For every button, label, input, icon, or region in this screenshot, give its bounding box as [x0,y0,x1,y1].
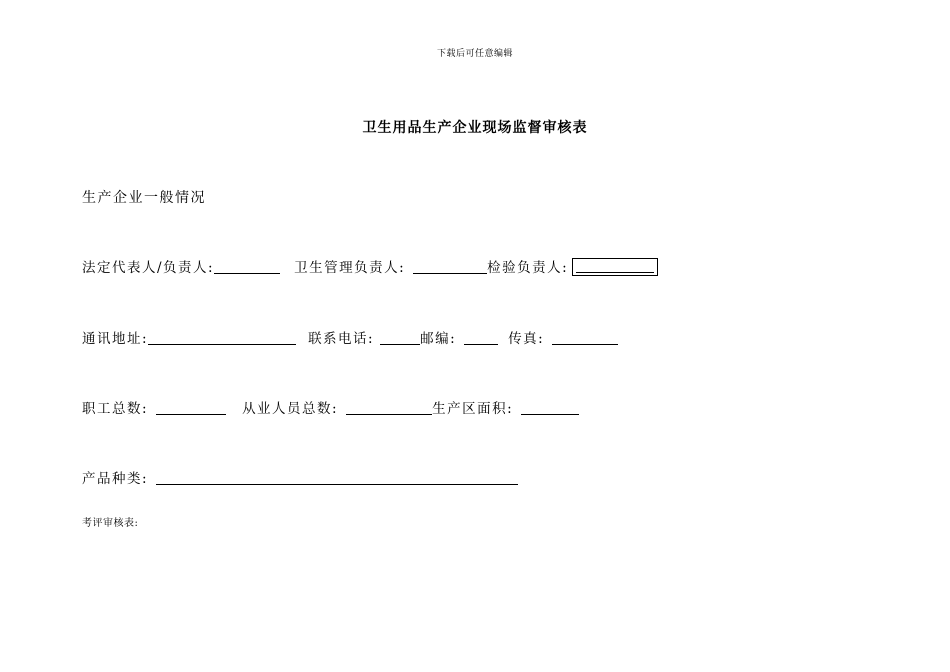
hygiene-manager-field[interactable] [413,259,487,274]
address-field[interactable] [148,330,296,345]
product-category-label: 产品种类: [82,471,149,487]
form-row-personnel [82,256,658,276]
document-title: 卫生用品生产企业现场监督审核表 [362,120,588,136]
hygiene-manager-label: 卫生管理负责人: [294,260,406,276]
staff-total-field[interactable] [156,400,226,415]
employees-total-field[interactable] [346,400,432,415]
fax-label: 传真: [508,331,545,347]
inspection-lead-field[interactable] [572,258,658,276]
address-label: 通讯地址: [82,331,149,347]
production-area-label: 生产区面积: [432,401,514,417]
legal-rep-label: 法定代表人/负责人: [82,260,215,276]
inspection-lead-label: 检验负责人: [487,260,569,276]
header-note: 下载后可任意编辑 [436,49,513,59]
product-category-field[interactable] [156,470,518,485]
employees-total-label: 从业人员总数: [242,401,339,417]
production-area-field[interactable] [521,400,579,415]
section-heading: 生产企业一般情况 [82,190,206,206]
staff-total-label: 职工总数: [82,401,149,417]
legal-rep-field[interactable] [214,259,280,274]
fax-field[interactable] [552,330,618,345]
phone-field[interactable] [380,330,420,345]
postcode-label: 邮编: [420,331,457,347]
form-row-products [82,467,518,487]
postcode-field[interactable] [464,330,498,345]
form-row-contact [82,327,618,347]
review-table-label: 考评审核表: [82,518,139,529]
form-row-staff [82,397,579,417]
phone-label: 联系电话: [308,331,375,347]
